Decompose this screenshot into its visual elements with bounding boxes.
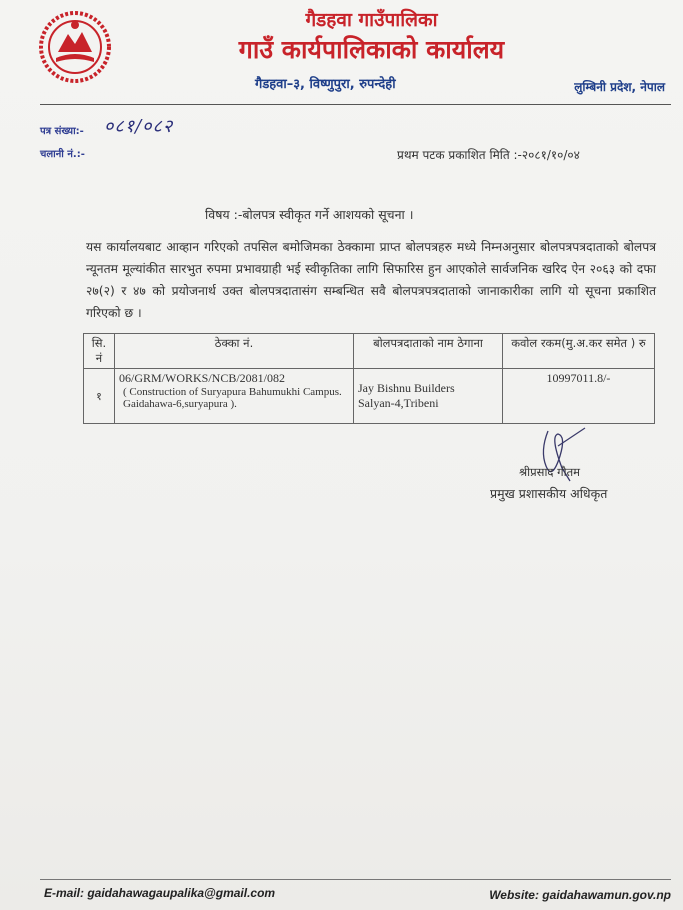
col-header-sn: सि. नं (84, 334, 115, 369)
cell-sn: १ (84, 369, 115, 424)
signatory-title: प्रमुख प्रशासकीय अधिकृत (490, 486, 608, 501)
contract-description: ( Construction of Suryapura Bahumukhi Campus. Gaidahawa-6,suryapura ). (123, 386, 342, 410)
dispatch-number-label: चलानी नं.:- (40, 149, 85, 160)
publish-date: प्रथम पटक प्रकाशित मिति :-२०८१/१०/०४ (397, 148, 580, 162)
bidder-name: Jay Bishnu Builders (358, 381, 455, 395)
bid-table (83, 333, 655, 424)
signatory-name: श्रीप्रसाद गौतम (519, 465, 581, 479)
col-header-amount: कवोल रकम(मु.अ.कर समेत ) रु (503, 334, 655, 369)
province-name: लुम्बिनी प्रदेश, नेपाल (574, 80, 665, 94)
ref-number-value: ०८१/०८२ (104, 116, 174, 137)
office-name: गाउँ कार्यपालिकाको कार्यालय (238, 35, 505, 64)
notice-body: यस कार्यालयबाट आव्हान गरिएको तपसिल बमोजिमका ठेक्कामा प्राप्त बोलपत्रहरु मध्ये निम्नअनुसार बोलपत्रपत्रदाताको बोलपत्र न्यूनतम मूल्यांकीत सारभुत रुपमा प्रभावग्राही भई स्वीकृतिका लागि सिफारिस हुन आएकोले सार्वजनिक खरिद ऐन २०६३ को दफा २७(२) र ४७ को प्रयोजनार्थ उक्त बोलपत्रदातासंग सम्बन्धित सवै बोलपत्रपत्रदाताको जानाकारीका लागि यो सूचना प्रकाशित गरिएको छ । (86, 240, 656, 320)
office-address: गैडहवा–३, विष्णुपुरा, रुपन्देही (255, 77, 396, 92)
footer-divider (40, 879, 671, 880)
contract-number: 06/GRM/WORKS/NCB/2081/082 (119, 371, 286, 385)
notice-subject: विषय :-बोलपत्र स्वीकृत गर्ने आशयको सूचना । (205, 207, 414, 222)
cell-contract (115, 369, 354, 424)
table-row (84, 369, 655, 424)
header-divider (40, 104, 671, 105)
table-header-row (84, 334, 655, 369)
col-header-bidder: बोलपत्रदाताको नाम ठेगाना (354, 334, 503, 369)
footer-website: Website: gaidahawamun.gov.np (489, 888, 671, 902)
col-header-contract: ठेक्का नं. (115, 334, 354, 369)
footer-email: E-mail: gaidahawagaupalika@gmail.com (44, 886, 276, 900)
ref-number-label: पत्र संख्या:- (40, 126, 84, 137)
cell-bidder (354, 369, 503, 424)
municipality-name: गैडहवा गाउँपालिका (305, 9, 438, 31)
bidder-address: Salyan-4,Tribeni (358, 396, 439, 410)
cell-amount: 10997011.8/- (503, 369, 655, 424)
